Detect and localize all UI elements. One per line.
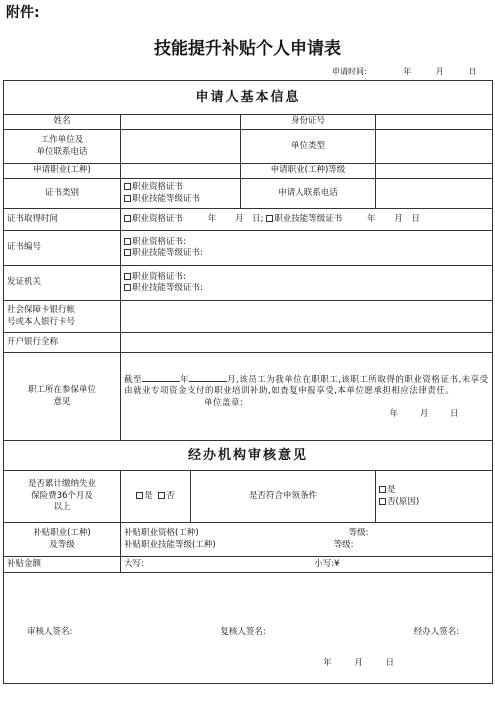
apply-month: 月 <box>435 67 444 76</box>
issuer-qualification-checkbox[interactable] <box>124 273 131 280</box>
insurance-question: 是否累计缴纳失业 保险费36个月及 以上 <box>4 471 121 523</box>
unit-type-field[interactable] <box>376 130 493 164</box>
cert-date-qualification-checkbox[interactable] <box>124 215 131 222</box>
bank-name-field[interactable] <box>121 333 493 353</box>
unit-type-label: 单位类型 <box>241 130 376 164</box>
cert-date-skill-checkbox[interactable] <box>266 215 273 222</box>
employer-label: 工作单位及 单位联系电话 <box>4 130 121 164</box>
cert-type-skill-checkbox[interactable] <box>124 195 131 202</box>
subsidy-occupation-label: 补贴职业(工种) 及等级 <box>4 523 121 557</box>
issuer-label: 发证机关 <box>4 266 121 301</box>
unit-seal: 单位盖章: <box>204 397 244 408</box>
occupation-level-label: 申请职业(工种)等级 <box>241 164 376 179</box>
bank-name-label: 开户银行全称 <box>4 333 121 353</box>
bank-account-label: 社会保障卡银行帐 号或本人银行卡号 <box>4 301 121 333</box>
reviewer-signature[interactable]: 审核人签名: <box>27 626 73 637</box>
eligible-label: 是否符合申领条件 <box>191 471 376 523</box>
name-field[interactable] <box>121 115 241 130</box>
section-basic-info: 申请人基本信息 <box>4 81 493 115</box>
insurance-no-checkbox[interactable] <box>158 492 165 499</box>
occupation-level-field[interactable] <box>376 164 493 179</box>
name-label: 姓名 <box>4 115 121 130</box>
cert-type-qualification-checkbox[interactable] <box>124 183 131 190</box>
form-title: 技能提升补贴个人申请表 <box>154 39 341 59</box>
subsidy-amount-field[interactable]: 大写: 小写:¥ <box>121 557 493 573</box>
rechecker-signature[interactable]: 复核人签名: <box>220 626 266 637</box>
subsidy-amount-label: 补贴金额 <box>4 557 121 573</box>
employer-field[interactable] <box>121 130 241 164</box>
application-form <box>3 80 493 684</box>
apply-year: 年 <box>403 67 412 76</box>
cert-number-skill-checkbox[interactable] <box>124 249 131 256</box>
cert-date-label: 证书取得时间 <box>4 209 121 231</box>
id-field[interactable] <box>376 115 493 130</box>
attachment-label: 附件: <box>6 5 40 21</box>
eligible-no-checkbox[interactable] <box>379 498 386 505</box>
bank-account-field[interactable] <box>121 301 493 333</box>
apply-day: 日 <box>468 67 477 76</box>
cert-type-label: 证书类别 <box>4 179 121 209</box>
issuer-field[interactable]: 职业资格证书: 职业技能等级证书: <box>121 266 493 301</box>
eligible-yes-checkbox[interactable] <box>379 486 386 493</box>
cert-type-options: 职业资格证书 职业技能等级证书 <box>121 179 241 209</box>
signature-date: 年 月 日 <box>323 658 395 668</box>
cert-number-qualification-checkbox[interactable] <box>124 238 131 245</box>
id-label: 身份证号 <box>241 115 376 130</box>
applicant-phone-field[interactable] <box>376 179 493 209</box>
opinion-date: 年 月 日 <box>389 408 460 419</box>
employer-opinion-label: 职工所在参保单位 意见 <box>4 353 121 441</box>
cert-number-label: 证书编号 <box>4 231 121 266</box>
cert-date-field[interactable]: 职业资格证书 年 月 日; 职业技能等级证书 年 月 日 <box>121 209 493 231</box>
handler-signature[interactable]: 经办人签名: <box>413 626 460 637</box>
apply-time-label: 申请时间: <box>332 67 367 76</box>
applicant-phone-label: 申请人联系电话 <box>241 179 376 209</box>
subsidy-occupation-field[interactable]: 补贴职业资格(工种) 等级: 补贴职业技能等级(工种) 等级: <box>121 523 493 557</box>
cert-number-field[interactable]: 职业资格证书: 职业技能等级证书: <box>121 231 493 266</box>
eligible-options: 是 否(原因) <box>376 471 493 523</box>
employer-declaration: 截至 年 月,该员工为我单位在职职工,该职工所取得的职业资格证书,未享受由就业专项资金支付的职业培训补助,如查复申报享受,本单位愿承担相应法律责任。 单位盖章: 年 月 日 <box>121 353 493 441</box>
apply-time <box>332 66 476 77</box>
occupation-label: 申请职业(工种) <box>4 164 121 179</box>
insurance-options: 是 否 <box>121 471 191 523</box>
insurance-yes-checkbox[interactable] <box>136 492 143 499</box>
issuer-skill-checkbox[interactable] <box>124 284 131 291</box>
signature-area <box>4 573 493 684</box>
occupation-field[interactable] <box>121 164 241 179</box>
section-review: 经办机构审核意见 <box>4 441 493 471</box>
